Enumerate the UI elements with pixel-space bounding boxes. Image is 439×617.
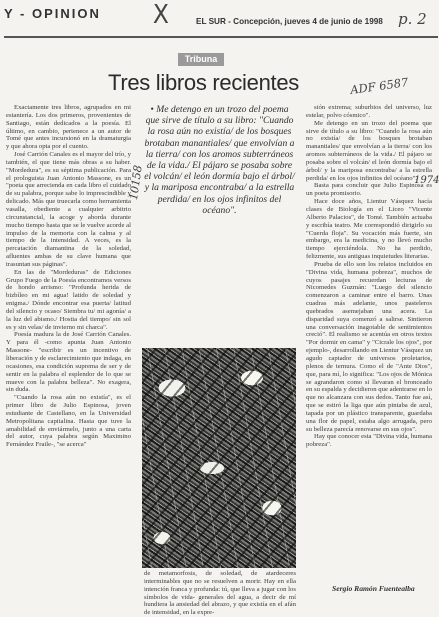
handwritten-page-note: p. 2 — [398, 10, 427, 28]
paragraph: Prueba de ello son los relatos incluidos en "Divina vida, humana pobreza", muchos de cuyos pasajes recuerdan lecturas de Nicomedes Guzmán: "Luego del silencio comenzaron a caminar entre el barro. Unas cuadras más adelante, unos pasteleros quebrados asemejaban una acera. La disparidad suya comenzó a salirse. Sintieron una conversación inagotable de sentimientos creció". El realismo se acentúa en otros textos "Por dormir en cama" y "Cicrale los ojos", por ejemplo-, desarrollando en Lientur Vásquez un agudo captador de universos proletarios, plenos de ternura. Como el de "Ante Dios", que, para mí, lo significa: "Los ojos de Mónica se agrandaron como si llevaran el bronceado en su espalda y decidieron que adentrarse en lo que no alcanzara con sus dedos. Tanto fue así, que se estiró la liga que aún pintaba de azul, tapada por un plástico transparente, guardaba una flor de papel, estaba algo arrugada, pero su belleza parecía renovarse en sus ojos". — [306, 260, 432, 433]
archive-stamp: ADF 6587 — [349, 75, 410, 97]
column-left — [6, 104, 131, 449]
paragraph: Basta para concluir que Julio Espinosa es un poeta promisorio. — [306, 182, 432, 198]
masthead-rule — [4, 36, 438, 38]
column-right — [306, 104, 432, 449]
publication-date-line: EL SUR - Concepción, jueves 4 de junio de 1998 — [196, 17, 383, 26]
section-label: Y - OPINION — [4, 6, 101, 21]
handwritten-x-mark: X — [152, 0, 169, 30]
paragraph: Hay que conocer esta "Divina vida, humana pobreza". — [306, 433, 432, 449]
paragraph: José Carrión Canales es el mayor del trío, y también, el que tiene más obras a su haber. "Mordedura", es su séptima publicación. Para el prologuista Juan Antonio Massone, es un "poeta que arrecienda en cada libro el cuidado de su palabra, porque sabe lo imprescindible y delicado. Más que truecarla como herramienta vasalla, obediente a cualquier arbitrio circunstancial, la acoge y aborda durante mucho tiempo hasta que se le vuelve acorde al impulso de la memoria con la calma y al tiempo de la intensidad. A veces, es la percatación diamantina de la soledad, afluentes ambas de su clave humana que trasuntan sus páginas". — [6, 151, 131, 268]
paragraph: En las de "Mordeduras" de Ediciones Grupo Fuego de la Poesía encontramos versos de hondo arrismo: "Profunda herida de bizbíleo en mi agua! latido de soledad y enigma./ Dónde encontrar esa puerta/ latitud del silencio y ocaso/ Siembra tu/ mi agonía/ a la luz del abismo./ Hostia del tiempo/ sin sol es y sin velas/ de invierno mi charca". — [6, 268, 131, 331]
paragraph: sión extrema; suburbios del universo, luz estelar, polvo cósmico". — [306, 104, 432, 119]
paragraph: Hace doce años, Lientur Vásquez hacía clases de Biología en el Liceo "Vicente Alberto Palacios", de Tomé. También actuaba y escribía teatro. Me correspondió dirigirlo su "Cuerda floja". Su vocación más fuerte, sin embargo, era la medicina, y no llevó mucho tiempo ejerciéndola. No ha perdido, felizmente, sus antiguas inquietudes literarias. — [306, 198, 432, 261]
photo-texture — [142, 348, 296, 568]
paragraph: "Cuando la rosa aún no existía", es el primer libro de Julio Espinosa, joven estudiante de Castellano, en la Universidad Metropolitana capitalina. Hasta que tuve la amabilidad de enviármelo, junto a una carta del autor, cuya palabra según Maximino Fernández Fraile-, "se acerca" — [6, 394, 131, 449]
handwritten-number-note: 10158 — [127, 164, 145, 201]
section-kicker: Tribuna — [178, 53, 224, 66]
author-signature: Sergio Ramón Fuentealba — [332, 584, 415, 593]
handwritten-number-note: 1974 — [414, 175, 439, 186]
article-title: Tres libros recientes — [108, 70, 299, 95]
article-photo-foliage — [142, 348, 296, 568]
paragraph: Me detengo en un trozo del poema que sirve de título a su libro: "Cuando la rosa aún no existía/ de los bosques brotaban manantiales/ que envolvían a la tierra/ con los aromos subterráneos de la vida./ El pájaro se posaba sobre el volcán/ el león dormía bajo el árbol/ y la mariposa encontraba/ a la estrella perdida/ en los ojos infinitos del océano". — [306, 119, 432, 182]
pull-quote — [143, 104, 296, 216]
paragraph: Poesía madura la de José Carrión Canales. Y para él -como apunta Juan Antonio Massone- "escribir es un incentivo de liberación y de esclarecimiento que indaga, en ocasiones, esa condición suprema de ser y de sentir en la palabra el esplendor de lo que se mueve con la palabra belleza". No exagera, sin duda. — [6, 331, 131, 394]
masthead — [2, 0, 436, 34]
bullet-icon: • — [150, 104, 154, 115]
column-middle-continuation — [144, 570, 296, 617]
paragraph: de metamorfosis, de soledad, de atardeceres interminables que no se resuelven a morir. Hay en ella intención franca y profunda: tú, que lleva a jugar con los símbolos de vida- generales del agua, a decir de mí hundiera la ansiedad del abrazo, y que existía en el afán de intensidad, en la expre- — [144, 570, 296, 617]
paragraph: Exactamente tres libros, agrupados en mi estantería. Los dos primeros, provenientes de Santiago, están dedicados a la poesía. El último, en cambio, pertenece a un autor de Tomé que antes incursionó en la dramaturgia y que ahora opta por el cuento. — [6, 104, 131, 151]
pull-quote-text: Me detengo en un trozo del poema que sirve de título a su libro: "Cuando la rosa aún no existía/ de los bosques brotaban manantiales/ que envolvían a la tierra/ con los aromos subterráneos de la vida./ El pájaro se posaba sobre el volcán/ el león dormía bajo el árbol/ y la mariposa encontraba/ a la estrella perdida/ en los ojos infinitos del océano". — [144, 104, 295, 216]
